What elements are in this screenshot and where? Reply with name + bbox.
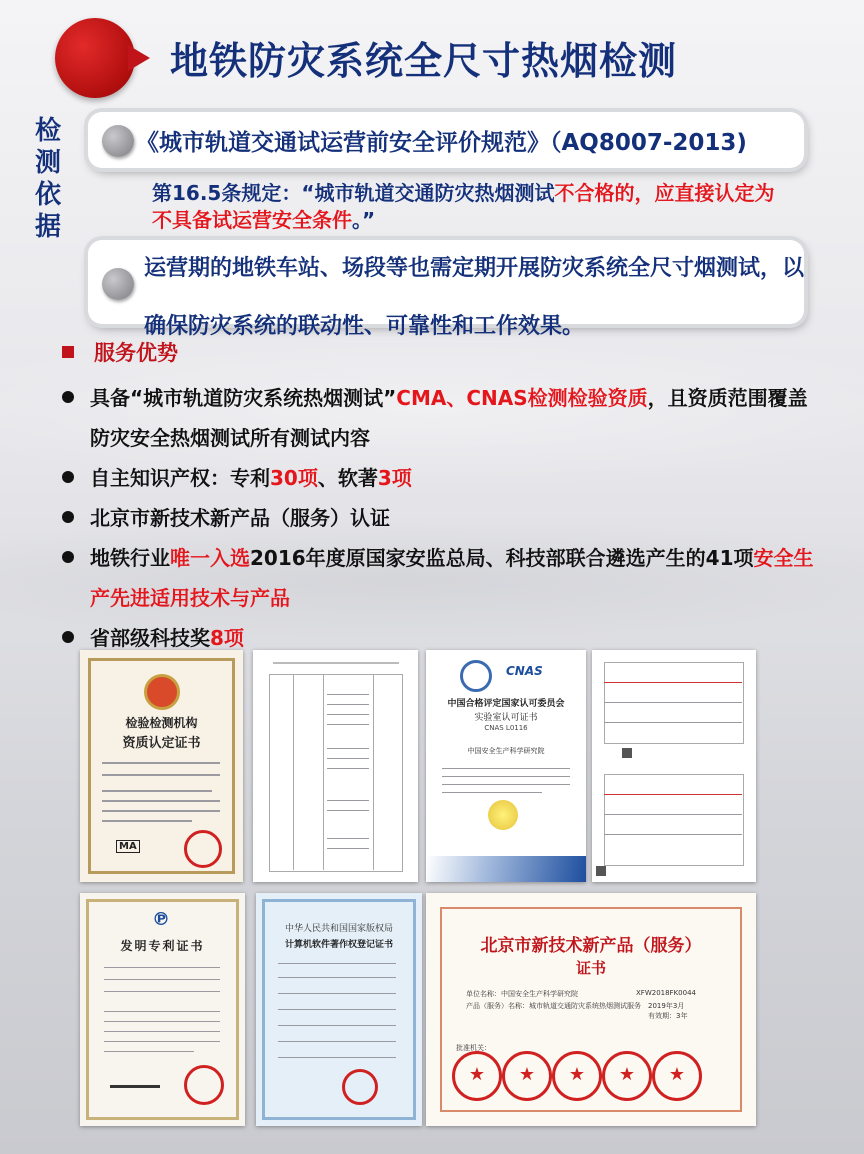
qr-code-icon [596, 866, 606, 876]
cnas-subtitle: 实验室认可证书 [474, 713, 538, 723]
advantage-item [62, 378, 822, 458]
hologram-seal-icon [488, 800, 518, 830]
star-icon: ★ [518, 1064, 536, 1085]
patent-certificate-image [80, 893, 245, 1126]
newtech-period-label: 有效期： [648, 1012, 676, 1020]
newtech-authority-label: 批准机关： [456, 1044, 491, 1052]
newtech-product-label: 产品（服务）名称： [466, 1002, 529, 1010]
national-emblem-icon [144, 674, 180, 710]
advantage-highlight: 安全生产先进适用技术与产品 [90, 546, 814, 610]
operation-note-pill [88, 240, 805, 339]
cnas-certificate-image [426, 650, 586, 882]
software-copyright-image [256, 893, 422, 1126]
patent-cert-title: 发明专利证书 [120, 939, 205, 953]
clause-suffix: 。” [352, 208, 376, 232]
newtech-org-label: 单位名称： [466, 990, 501, 998]
cma-badge: MA [116, 840, 140, 853]
red-seal-icon [652, 1051, 702, 1101]
operation-note: 运营期的地铁车站、场段等也需定期开展防灾系统全尺寸烟测试，以确保防灾系统的联动性、可靠性和工作效果。 [144, 256, 805, 339]
star-icon: ★ [618, 1064, 636, 1085]
advantage-text: 省部级科技奖 [90, 626, 210, 650]
advantage-item [62, 498, 822, 538]
newtech-org: 中国安全生产科学研究院 [501, 990, 578, 998]
newtech-date: 2019年3月 [648, 1002, 685, 1010]
cnas-number: CNAS L0116 [484, 724, 528, 732]
advantages-list [62, 378, 822, 658]
page-title: 地铁防灾系统全尺寸热烟检测 [170, 39, 678, 83]
advantage-highlight: CMA、CNAS检测检验资质 [396, 386, 648, 410]
clause-red: 不合格的，应直接认定为不具备试运营安全条件 [152, 181, 775, 232]
newtech-period: 3年 [676, 1012, 688, 1020]
pill-bullet-icon [102, 268, 134, 300]
copyright-title1: 中华人民共和国国家版权局 [284, 924, 393, 934]
advantage-text: 具备“城市轨道防灾系统热烟测试” [90, 386, 397, 410]
ilac-mra-logo-icon [460, 660, 492, 692]
basis-side-label: 检测依据 [34, 116, 61, 242]
red-seal-icon [452, 1051, 502, 1101]
cnas-org: 中国安全生产科学研究院 [467, 747, 545, 755]
red-seal-icon [602, 1051, 652, 1101]
advantage-text: 2016年度原国家安监总局、科技部联合遴选产生的41项 [250, 546, 754, 570]
cma-cert-line2: 资质认定证书 [122, 736, 201, 751]
advantage-highlight: 3项 [377, 466, 412, 490]
newtech-cert-title2: 证书 [575, 959, 606, 977]
cma-cert-line1: 检验检测机构 [125, 716, 198, 730]
advantage-item [62, 538, 822, 618]
star-icon: ★ [568, 1064, 586, 1085]
red-seal-icon [342, 1069, 378, 1105]
beijing-new-tech-certificate-image [426, 893, 756, 1126]
title-bullet-dot [55, 18, 135, 98]
scope-table-image [253, 650, 418, 882]
cnas-appendix-image [592, 650, 756, 882]
clause-text [152, 180, 792, 234]
clause-prefix: 第16.5条规定：“城市轨道交通防灾热烟测试 [152, 181, 555, 205]
signature-mark [110, 1085, 160, 1088]
advantage-text: 地铁行业 [90, 546, 170, 570]
qr-code-icon [622, 748, 632, 758]
newtech-cert-title: 北京市新技术新产品（服务） [480, 936, 702, 956]
advantage-highlight: 30项 [270, 466, 318, 490]
red-seal-icon [184, 830, 222, 868]
advantage-text: 北京市新技术新产品（服务）认证 [90, 506, 390, 530]
advantage-highlight: 8项 [210, 626, 244, 650]
advantage-item [62, 458, 822, 498]
advantages-heading-label: 服务优势 [94, 341, 178, 365]
red-seal-icon [184, 1065, 224, 1105]
appendix-table-1 [604, 662, 744, 744]
red-seal-icon [502, 1051, 552, 1101]
cma-certificate-image [80, 650, 243, 882]
newtech-product: 城市轨道交通防灾系统热烟测试服务 [529, 1002, 641, 1010]
advantage-text: ，且资质范围覆盖防灾安全热烟测试所有测试内容 [90, 386, 808, 450]
standard-pill [88, 112, 804, 168]
newtech-number: XFW2018FK0044 [636, 989, 696, 997]
star-icon: ★ [668, 1064, 686, 1085]
appendix-table-2 [604, 774, 744, 866]
cnas-title: 中国合格评定国家认可委员会 [447, 699, 565, 709]
advantage-highlight: 唯一入选 [170, 546, 250, 570]
advantage-text: 自主知识产权：专利 [90, 466, 270, 490]
patent-office-logo-icon: ℗ [152, 909, 170, 930]
copyright-title2: 计算机软件著作权登记证书 [284, 940, 393, 950]
cnas-footer-band [426, 856, 586, 882]
star-icon: ★ [468, 1064, 486, 1085]
red-seal-icon [552, 1051, 602, 1101]
square-bullet-icon [62, 346, 74, 358]
advantages-heading [62, 337, 178, 367]
cnas-logo: CNAS [506, 664, 543, 678]
advantage-text: 、软著 [317, 466, 378, 490]
title-arrow-icon [128, 45, 150, 71]
standard-name: 《城市轨道交通试运营前安全评价规范》（AQ8007-2013) [136, 130, 747, 156]
pill-bullet-icon [102, 125, 134, 157]
